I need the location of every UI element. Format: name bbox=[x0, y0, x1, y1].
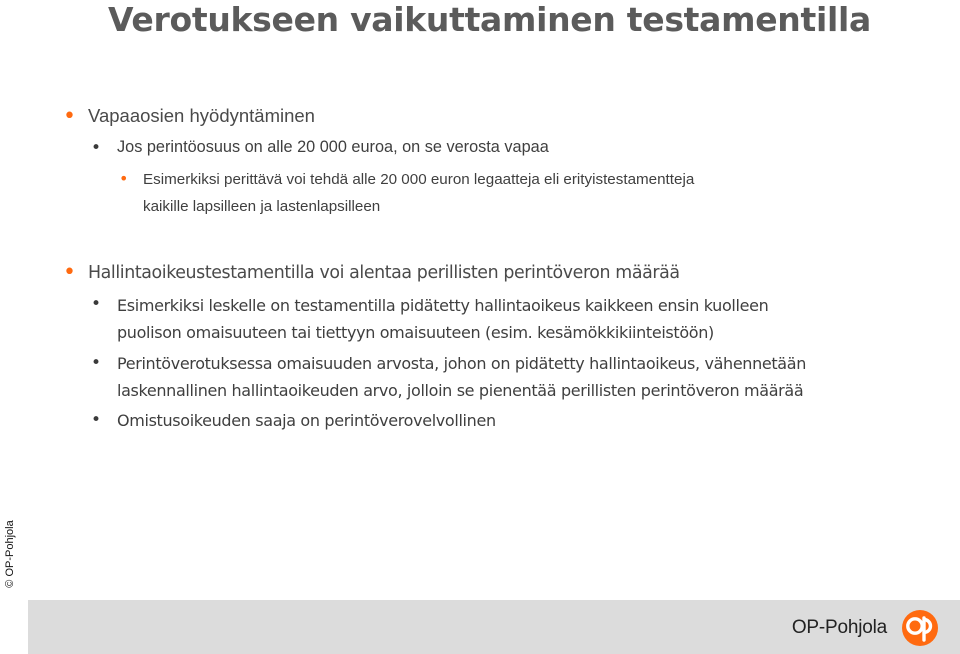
section2-item2: Perintöverotuksessa omaisuuden arvosta, johon on pidätetty hallintaoikeus, vähennetään bbox=[117, 354, 807, 373]
section1-subitem1-line2 bbox=[143, 193, 380, 220]
section2-heading-bullet bbox=[88, 262, 680, 284]
bullet-icon: • bbox=[91, 294, 102, 314]
bullet-icon: • bbox=[63, 104, 76, 129]
section2-item2-cont: laskennallinen hallintaoikeuden arvo, jolloin se pienentää perillisten perintöveron määrää bbox=[117, 381, 804, 400]
section2-item2-line2 bbox=[117, 377, 803, 404]
slide-title: Verotukseen vaikuttaminen testamentilla bbox=[108, 0, 871, 39]
section2-item2-line1 bbox=[117, 350, 806, 377]
section1-subitem1-line1 bbox=[143, 166, 694, 193]
bullet-icon: • bbox=[119, 169, 129, 188]
section2-item3: Omistusoikeuden saaja on perintöverovelvollinen bbox=[117, 411, 496, 430]
copyright-notice: © OP-Pohjola bbox=[4, 520, 16, 588]
section2-item1-line2 bbox=[117, 319, 714, 346]
section2-item3-bullet bbox=[117, 407, 496, 434]
bullet-icon: • bbox=[63, 260, 76, 285]
section2-item1-line1 bbox=[117, 292, 768, 319]
section1-heading: Vapaaosien hyödyntäminen bbox=[88, 105, 315, 126]
brand-name: OP-Pohjola bbox=[791, 617, 887, 638]
bullet-icon: • bbox=[91, 353, 102, 373]
section1-heading-bullet bbox=[88, 105, 315, 127]
section2-item1-cont: puolison omaisuuteen tai tiettyyn omaisuuteen (esim. kesämökkikiinteistöön) bbox=[117, 323, 714, 342]
section1-subitem1-text-cont: kaikille lapsilleen ja lastenlapsilleen bbox=[143, 198, 381, 215]
op-logo-icon bbox=[901, 609, 939, 647]
section1-item1: Jos perintöosuus on alle 20 000 euroa, on se verosta vapaa bbox=[117, 138, 549, 156]
bullet-icon: • bbox=[91, 410, 102, 430]
section1-item1-bullet bbox=[117, 134, 549, 161]
section1-subitem1-text: Esimerkiksi perittävä voi tehdä alle 20 000 euron legaatteja eli erityistestamentteja bbox=[143, 171, 695, 188]
section2-item1: Esimerkiksi leskelle on testamentilla pidätetty hallintaoikeus kaikkeen ensin kuolleen bbox=[117, 296, 769, 315]
bullet-icon: • bbox=[91, 138, 102, 158]
section2-heading: Hallintaoikeustestamentilla voi alentaa perillisten perintöveron määrää bbox=[88, 263, 680, 283]
